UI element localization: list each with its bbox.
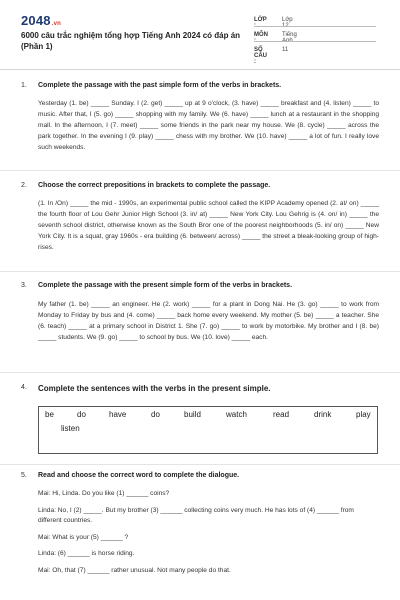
dialogue-line: Mai: Hi, Linda. Do you like (1) ______ coins?: [38, 490, 170, 497]
question-number: 1.: [21, 82, 27, 89]
word-bank-item: listen: [61, 424, 80, 433]
question-title: Choose the correct prepositions in brackets to complete the passage.: [38, 182, 271, 189]
word-bank-item: do: [77, 410, 86, 419]
question-body: [38, 299, 379, 343]
question-body: [38, 489, 379, 576]
question-number: 2.: [21, 182, 27, 189]
meta-class-label: LỚP :: [254, 17, 267, 29]
meta-subject-label: MÔN :: [254, 32, 268, 44]
dialogue-line: Mai: Oh, that (7) ______ rather unusual. Not many people do that.: [38, 566, 231, 574]
dialogue-line: Mai: What is your (5) ______ ?: [38, 533, 129, 541]
word-bank-item: do: [151, 410, 160, 419]
word-bank-item: play: [356, 410, 371, 419]
question-title: Complete the passage with the present simple form of the verbs in brackets.: [38, 282, 293, 289]
word-bank-item: read: [273, 410, 290, 419]
word-bank-item: drink: [314, 410, 332, 419]
question-title: Read and choose the correct word to complete the dialogue.: [38, 472, 240, 479]
word-bank-item: build: [184, 410, 201, 419]
logo-suffix: .vn: [51, 21, 62, 27]
word-bank-item: have: [109, 410, 127, 419]
question-text: (1. In /On) _____ the mid - 1990s, an experimental public school called the KIPP Academy opened (2. at/ on) _____ the fourth floor of Lou Gehr Junior High School (3. in/ at) _____ New York City. Lou Gehrig is (4. on/ in) _____ the seventh school district, otherwise known as the South Bror one of the poorest neighborhoods (5. in/ on) _____ New York City. It is a squat, gray 1960s - era building (6. between/ across) _____ the street a bleak-looking group of high-rises.: [38, 200, 379, 251]
question-body: [38, 98, 379, 153]
question-number: 5.: [21, 472, 27, 479]
page-header: [0, 0, 400, 68]
question-text: Yesterday (1. be) _____ Sunday. I (2. get) _____ up at 9 o'clock, (3. have) _____ breakfast and (4. listen) _____ to music. After that, I (5. go) _____ shopping with my family. We (6. have) _____ lunch at a restaurant in the shopping mall. In the afternoon, I (7. meet) _____ some friends in the park near my house. We (8. cycle) _____ across the park together. In the evening I (9. play) _____ chess with my brother. We (10. have) _____ a lot of fun. I really love such weekends.: [38, 100, 379, 151]
word-bank-item: watch: [226, 410, 247, 419]
dialogue-line: Linda: No, I (2) _____. But my brother (3) ______ collecting coins very much. He has lots of (4) ______ from different countries.: [38, 506, 354, 524]
question-text: My father (1. be) _____ an engineer. He (2. work) _____ for a plant in Dong Nai. He (3. go) _____ to work from Monday to Friday by bus and (4. come) _____ back home every weekend. My mother (5. be) _____ a teacher. She (6. teach) _____ at a primary school in District 1. She (7. go) _____ to work by motorbike. My brother and I (8. be) _____ students. We (9. go) _____ to school by bus. We (10. love) _____ each.: [38, 301, 379, 341]
word-bank-box: [38, 406, 378, 454]
question-title: Complete the sentences with the verbs in the present simple.: [38, 384, 271, 393]
section-divider: [0, 271, 400, 272]
question-title: Complete the passage with the past simple form of the verbs in brackets.: [38, 82, 282, 89]
meta-count-value: 11: [282, 47, 289, 53]
question-number: 3.: [21, 282, 27, 289]
header-divider: [0, 69, 400, 70]
document-title: 6000 câu trắc nghiệm tổng hợp Tiếng Anh 2024 có đáp án (Phần 1): [21, 31, 241, 51]
question-body: [38, 198, 379, 253]
site-logo[interactable]: [21, 13, 61, 28]
meta-subject-value: Tiếng Anh: [282, 32, 297, 44]
section-divider: [0, 464, 400, 465]
logo-text: 2048: [21, 13, 51, 28]
dialogue-line: Linda: (6) ______ is horse riding.: [38, 550, 135, 557]
section-divider: [0, 170, 400, 171]
section-divider: [0, 372, 400, 373]
meta-class-value: Lớp 12: [282, 17, 293, 29]
word-bank-item: be: [45, 410, 54, 419]
meta-count-label: SỐ CÂU :: [254, 47, 267, 65]
question-number: 4.: [21, 384, 27, 391]
